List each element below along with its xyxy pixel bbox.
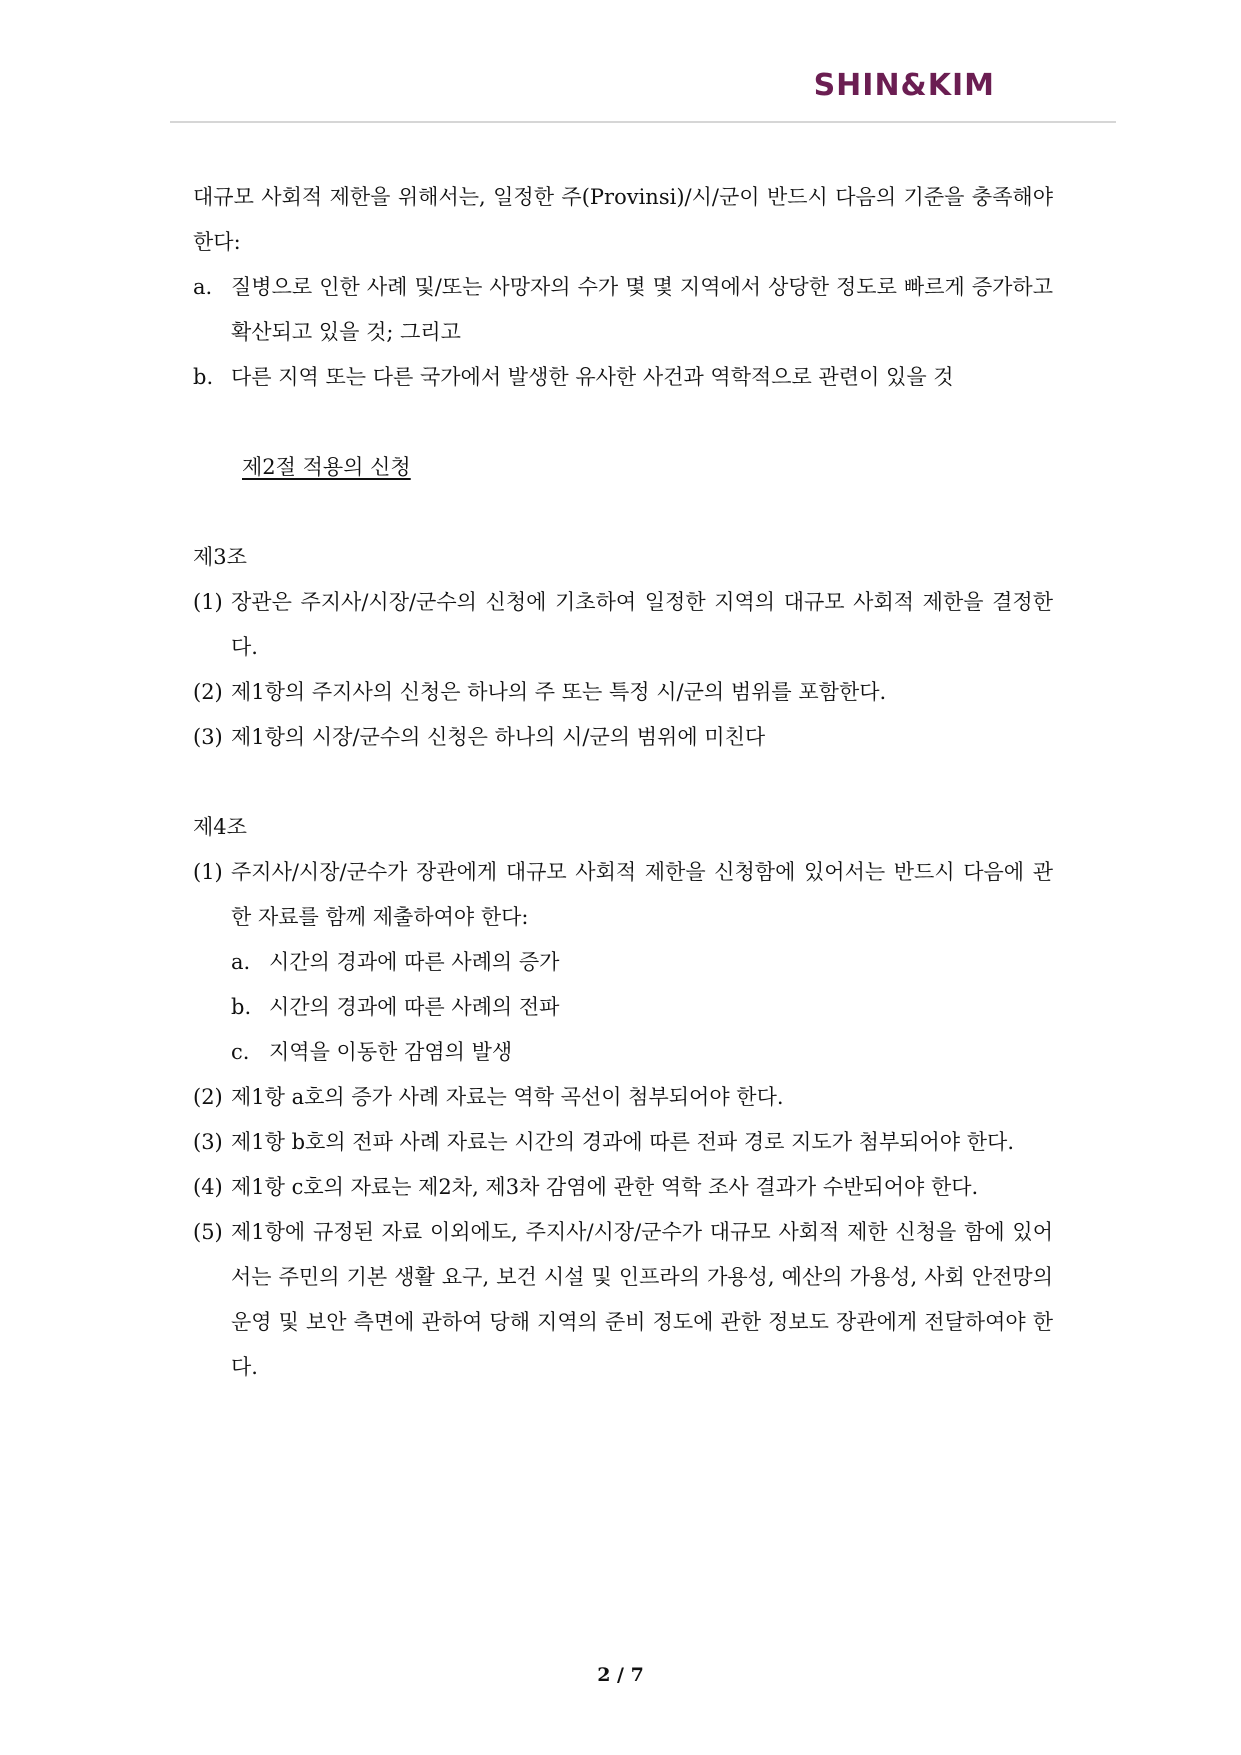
article-4-item-4 — [193, 1165, 1053, 1210]
article-3-item-1 — [193, 580, 1053, 670]
article-4-item-3 — [193, 1120, 1053, 1165]
page-number: 2 / 7 — [597, 1664, 644, 1686]
subitem-label: c. — [231, 1040, 250, 1064]
item-label: (4) — [193, 1175, 223, 1199]
item-text: 장관은 주지사/시장/군수의 신청에 기초하여 일정한 지역의 대규모 사회적 제한을 결정한다. — [231, 590, 1053, 659]
item-label: b. — [193, 365, 214, 389]
item-text: 질병으로 인한 사례 및/또는 사망자의 수가 몇 몇 지역에서 상당한 정도로 빠르게 증가하고 확산되고 있을 것; 그리고 — [231, 275, 1053, 344]
item-label: (3) — [193, 1130, 223, 1154]
item-label: (1) — [193, 590, 223, 614]
item-text: 제1항의 주지사의 신청은 하나의 주 또는 특정 시/군의 범위를 포함한다. — [231, 680, 887, 704]
intro-item-b — [193, 355, 1053, 400]
subitem-text: 시간의 경과에 따른 사례의 증가 — [269, 950, 560, 974]
item-label: (2) — [193, 1085, 223, 1109]
article-4-item-1 — [193, 850, 1053, 940]
item-label: (5) — [193, 1220, 223, 1244]
article-4-item-2 — [193, 1075, 1053, 1120]
article-3-title: 제3조 — [193, 545, 247, 569]
item-text: 주지사/시장/군수가 장관에게 대규모 사회적 제한을 신청함에 있어서는 반드시 다음에 관한 자료를 함께 제출하여야 한다: — [231, 860, 1053, 929]
item-label: (3) — [193, 725, 223, 749]
intro-paragraph: 대규모 사회적 제한을 위해서는, 일정한 주(Provinsi)/시/군이 반드시 다음의 기준을 충족해야 한다: — [193, 185, 1053, 254]
item-text: 다른 지역 또는 다른 국가에서 발생한 유사한 사건과 역학적으로 관련이 있을 것 — [231, 365, 954, 389]
article-4-title: 제4조 — [193, 815, 247, 839]
header-divider — [170, 121, 1116, 123]
item-text: 제1항에 규정된 자료 이외에도, 주지사/시장/군수가 대규모 사회적 제한 신청을 함에 있어서는 주민의 기본 생활 요구, 보건 시설 및 인프라의 가용성, 예산의 가용성, 사회 안전망의 운영 및 보안 측면에 관하여 당해 지역의 준비 정도에 관한 정보도 장관에게 전달하여야 한다. — [231, 1220, 1053, 1379]
subitem-text: 지역을 이동한 감염의 발생 — [269, 1040, 513, 1064]
document-body — [193, 175, 1053, 1390]
item-label: (2) — [193, 680, 223, 704]
intro-item-a — [193, 265, 1053, 355]
article-4-subitem-b — [231, 985, 1053, 1030]
item-text: 제1항 a호의 증가 사례 자료는 역학 곡선이 첨부되어야 한다. — [231, 1085, 784, 1109]
article-4-subitem-a — [231, 940, 1053, 985]
subitem-label: a. — [231, 950, 251, 974]
subitem-text: 시간의 경과에 따른 사례의 전파 — [269, 995, 560, 1019]
article-3-item-3 — [193, 715, 1053, 760]
item-label: a. — [193, 275, 213, 299]
section-title: 제2절 적용의 신청 — [242, 455, 411, 479]
item-text: 제1항 b호의 전파 사례 자료는 시간의 경과에 따른 전파 경로 지도가 첨부되어야 한다. — [231, 1130, 1015, 1154]
article-4-subitem-c — [231, 1030, 1053, 1075]
item-text: 제1항 c호의 자료는 제2차, 제3차 감염에 관한 역학 조사 결과가 수반되어야 한다. — [231, 1175, 979, 1199]
article-4-item-5 — [193, 1210, 1053, 1390]
article-3-item-2 — [193, 670, 1053, 715]
subitem-label: b. — [231, 995, 252, 1019]
firm-logo: SHIN&KIM — [813, 68, 995, 103]
item-text: 제1항의 시장/군수의 신청은 하나의 시/군의 범위에 미친다 — [231, 725, 766, 749]
item-label: (1) — [193, 860, 223, 884]
